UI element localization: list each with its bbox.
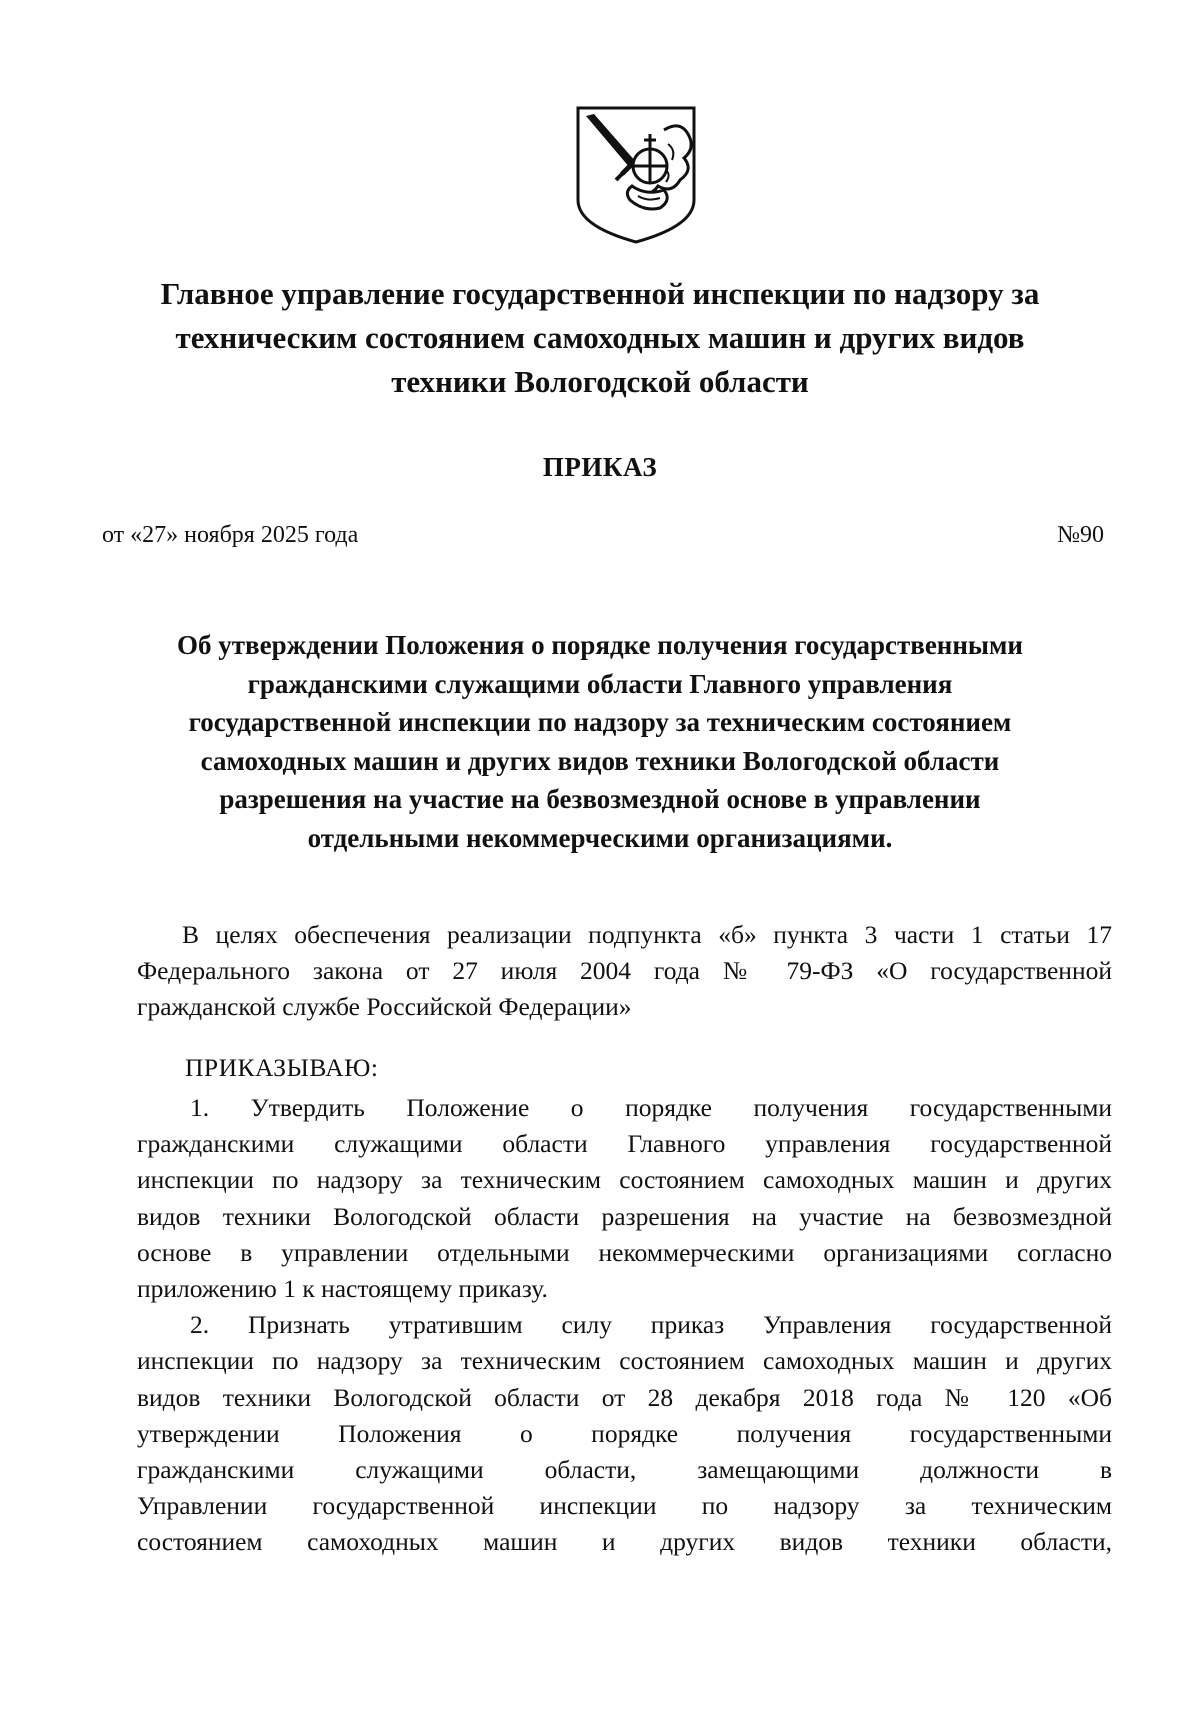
item1-line: гражданскими служащими области Главного управления государственной <box>137 1129 1112 1159</box>
order-items <box>137 1090 1112 1561</box>
org-title-line: Главное управление государственной инспекции по надзору за <box>160 276 1040 311</box>
document-subject <box>100 626 1100 858</box>
item2-line: инспекции по надзору за техническим состоянием самоходных машин и других <box>137 1346 1112 1376</box>
preamble-paragraph <box>137 917 1112 1025</box>
item2-line: гражданскими служащими области, замещающими должности в <box>137 1455 1112 1485</box>
document-number: №90 <box>1057 522 1104 548</box>
organization-title <box>80 272 1120 404</box>
subject-line: гражданскими служащими области Главного управления <box>247 668 953 699</box>
document-type: ПРИКАЗ <box>542 452 658 482</box>
item1-line: инспекции по надзору за техническим состоянием самоходных машин и других <box>137 1165 1112 1195</box>
preamble-line: Федерального закона от 27 июля 2004 года № 79-ФЗ «О государственной <box>137 956 1112 985</box>
subject-line: самоходных машин и других видов техники Вологодской области <box>200 745 1000 776</box>
subject-line: государственной инспекции по надзору за техническим состоянием <box>188 707 1012 738</box>
order-word: ПРИКАЗЫВАЮ: <box>185 1053 379 1082</box>
item1-line: видов техники Вологодской области разрешения на участие на безвозмездной <box>137 1201 1112 1231</box>
preamble-line: гражданской службе Российской Федерации» <box>137 992 632 1021</box>
item2-line: Управлении государственной инспекции по надзору за техническим <box>137 1491 1112 1521</box>
item1-line: приложению 1 к настоящему приказу. <box>137 1274 548 1304</box>
coat-of-arms-icon <box>572 104 700 246</box>
item2-line: состоянием самоходных машин и других видов техники области, <box>137 1527 1112 1557</box>
item1-line: основе в управлении отдельными некоммерческими организациями согласно <box>137 1237 1112 1267</box>
org-title-line: техническим состоянием самоходных машин и других видов <box>175 320 1025 355</box>
preamble-line: В целях обеспечения реализации подпункта «б» пункта 3 части 1 статьи 17 <box>182 920 1112 949</box>
item2-line: утверждении Положения о порядке получения государственными <box>137 1418 1112 1448</box>
org-title-line: техники Вологодской области <box>391 364 809 399</box>
item1-line: 1. Утвердить Положение о порядке получения государственными <box>190 1093 1112 1122</box>
subject-line: отдельными некоммерческими организациями. <box>307 822 893 853</box>
subject-line: разрешения на участие на безвозмездной основе в управлении <box>219 784 981 815</box>
item2-line: 2. Признать утратившим силу приказ Управления государственной <box>190 1310 1112 1340</box>
item2-line: видов техники Вологодской области от 28 декабря 2018 года № 120 «Об <box>137 1382 1112 1412</box>
subject-line: Об утверждении Положения о порядке получения государственными <box>177 630 1023 660</box>
document-date: от «27» ноября 2025 года <box>102 522 359 548</box>
